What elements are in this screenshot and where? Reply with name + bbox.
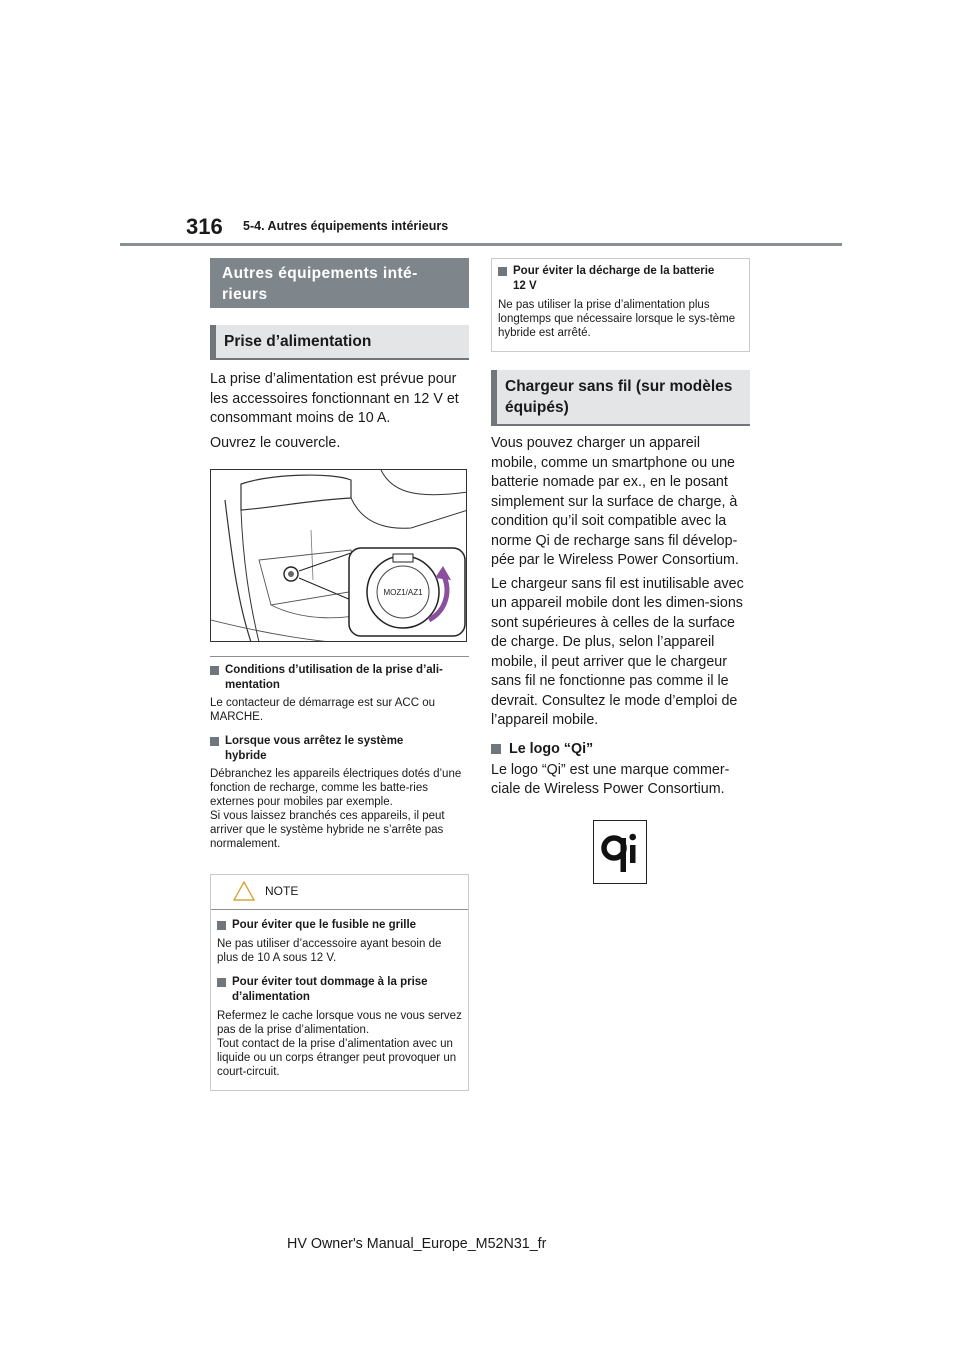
conditions-text: Le contacteur de démarrage est sur ACC ou MARCHE. — [210, 697, 436, 723]
right-column — [491, 258, 750, 884]
intro-paragraph: La prise d’alimentation est prévue pour les accessoires fonctionnant en 12 V et consommant moins de 10 A. — [210, 371, 459, 426]
square-bullet-icon — [217, 978, 226, 987]
qi-logo — [593, 820, 647, 884]
power-outlet-figure — [210, 469, 467, 642]
battery-note-box — [491, 258, 750, 352]
console-illustration — [211, 470, 467, 642]
square-bullet-icon — [210, 737, 219, 746]
qi-logo-mark — [594, 821, 645, 882]
left-column — [210, 258, 469, 851]
svg-text:qi: qi — [594, 820, 595, 822]
square-bullet-icon — [210, 666, 219, 675]
header-rule — [120, 243, 842, 246]
wireless-paragraph-2: Le chargeur sans fil est inutilisable avec un appareil mobile dont les dimen-sions sont supérieures à celles de la surface de charge. De plus, selon l’appareil mobile, il peut arriver que le chargeur sans fil ne fonctionne pas comme il le devrait. Consultez le mode d’emploi de l’appareil mobile. — [491, 575, 744, 728]
open-instruction: Ouvrez le couvercle. — [210, 434, 341, 451]
figure-code-label: MOZ1/AZ1 — [383, 588, 423, 597]
note-box — [210, 874, 469, 1091]
square-bullet-icon — [491, 744, 501, 754]
qi-logo-paragraph: Le logo “Qi” est une marque commer-ciale de Wireless Power Consortium. — [491, 761, 730, 797]
note-header — [233, 881, 462, 901]
subhead-wireless-charger: Chargeur sans fil (sur modèles équipés) — [491, 370, 750, 424]
note-item-title: Pour éviter tout dommage à la prise d’alimentation — [217, 975, 462, 1005]
battery-note-text: Ne pas utiliser la prise d’alimentation plus longtemps que nécessaire lorsque le sys-tème hybride est arrêté. — [498, 299, 736, 339]
section-banner: Autres équipements inté- rieurs — [210, 258, 469, 308]
note-item-text: Refermez le cache lorsque vous ne vous servez pas de la prise d’alimentation. Tout contact de la prise d’alimentation avec un liquide ou un corps étranger peut provoquer un court-circuit. — [217, 1010, 462, 1078]
note-item-title: Pour éviter que le fusible ne grille — [217, 918, 462, 933]
wireless-paragraph-1: Vous pouvez charger un appareil mobile, comme un smartphone ou une batterie nomade par ex., en le posant simplement sur la surface de charge, à condition qu’il soit compatible avec la norme Qi de recharge sans fil dévelop-pée par le Wireless Power Consortium. — [491, 435, 739, 568]
page-number: 316 — [186, 214, 223, 239]
stop-system-text: Débranchez les appareils électriques dotés d’une fonction de recharge, comme les batte-ries externes pour mobiles par exemple. Si vous laissez branchés ces appareils, il peut arriver que le système hybride ne s’arrête pas normalement. — [210, 768, 462, 850]
battery-note-title: Pour éviter la décharge de la batterie 12 V — [498, 264, 743, 294]
warning-triangle-icon — [233, 881, 255, 901]
subhead-power-outlet: Prise d’alimentation — [210, 325, 469, 358]
footer-text: HV Owner's Manual_Europe_M52N31_fr — [287, 1236, 547, 1252]
stop-system-title: Lorsque vous arrêtez le système hybride — [210, 734, 469, 764]
square-bullet-icon — [498, 267, 507, 276]
note-label: NOTE — [265, 884, 299, 898]
qi-logo-heading: Le logo “Qi” — [491, 741, 750, 757]
note-item-text: Ne pas utiliser d’accessoire ayant besoin de plus de 10 A sous 12 V. — [217, 938, 442, 964]
conditions-title: Conditions d’utilisation de la prise d’ali- mentation — [210, 663, 469, 693]
section-reference: 5-4. Autres équipements intérieurs — [243, 219, 449, 233]
square-bullet-icon — [217, 921, 226, 930]
